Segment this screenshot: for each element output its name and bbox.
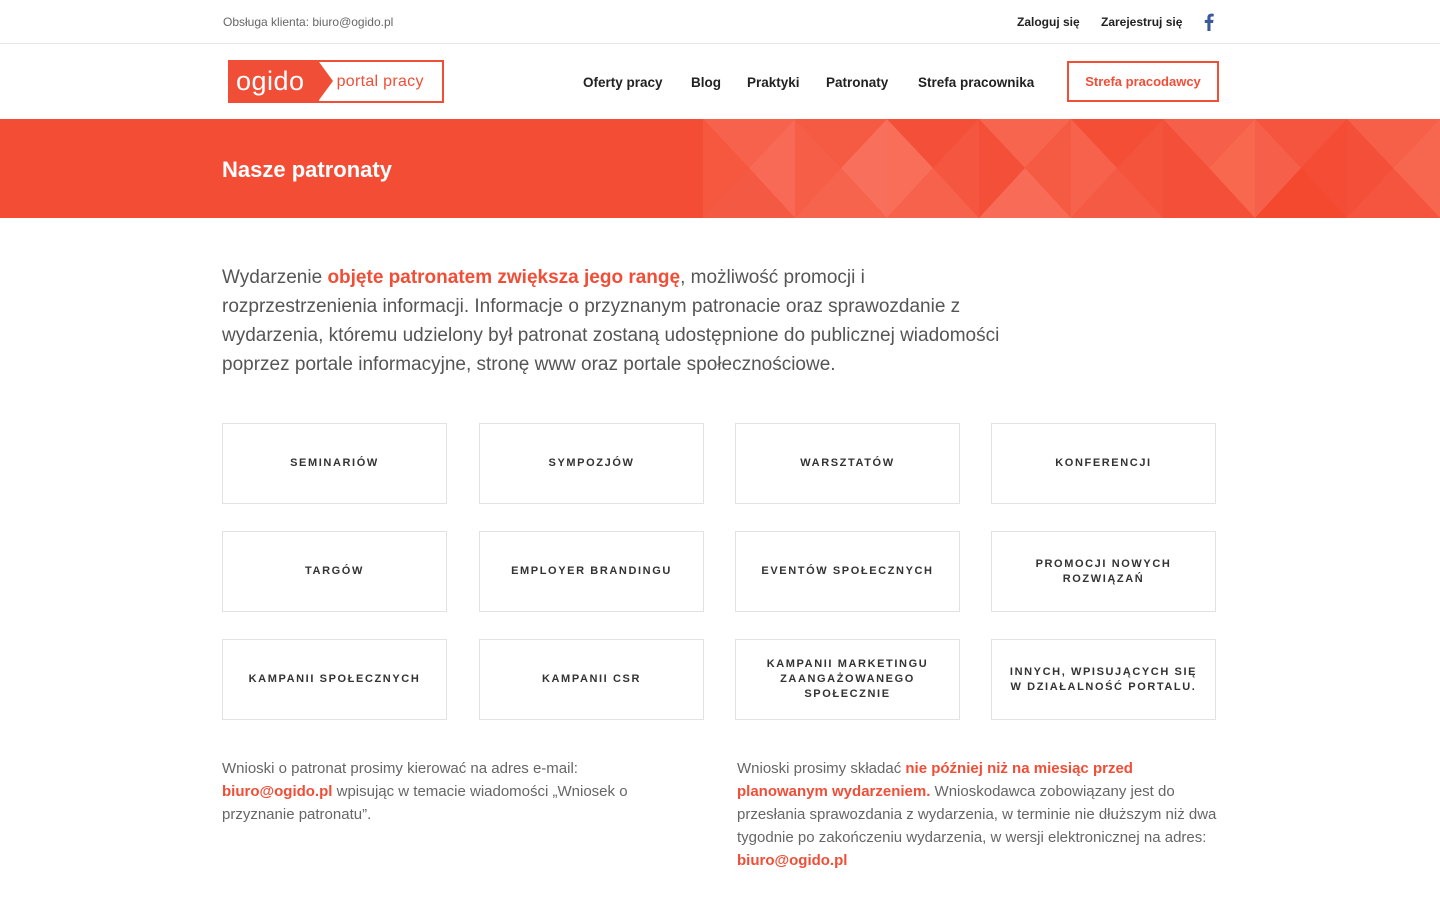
tile-social-events[interactable]: EVENTÓW SPOŁECZNYCH [735, 531, 960, 612]
tile-csr-campaigns[interactable]: KAMPANII CSR [479, 639, 704, 720]
tile-employer-branding[interactable]: EMPLOYER BRANDINGU [479, 531, 704, 612]
tile-workshops[interactable]: WARSZTATÓW [735, 423, 960, 504]
application-note-start: Wnioski o patronat prosimy kierować na adres e-mail: [222, 760, 578, 777]
logo-tagline: portal pracy [336, 72, 424, 90]
nav-blog[interactable]: Blog [691, 75, 721, 90]
tile-symposia[interactable]: SYMPOZJÓW [479, 423, 704, 504]
application-note [222, 757, 682, 826]
report-email-link[interactable]: biuro@ogido.pl [737, 852, 848, 869]
nav-job-offers[interactable]: Oferty pracy [583, 75, 663, 90]
page-banner [0, 119, 1440, 218]
deadline-note-body: Wnioskodawca zobowiązany jest do przesłania sprawozdania z wydarzenia, w terminie nie dłuższym niż dwa tygodnie po zakończeniu wydarzenia, w wersji elektronicznej na adres: [737, 783, 1217, 846]
nav-internships[interactable]: Praktyki [747, 75, 800, 90]
intro-text-start: Wydarzenie [222, 267, 328, 288]
main-header [0, 44, 1440, 119]
facebook-icon[interactable] [1203, 13, 1215, 31]
tile-conferences[interactable]: KONFERENCJI [991, 423, 1216, 504]
employer-zone-button[interactable]: Strefa pracodawcy [1067, 61, 1219, 102]
register-link[interactable]: Zarejestruj się [1101, 15, 1183, 29]
deadline-note-start: Wnioski prosimy składać [737, 760, 906, 777]
intro-text-rest: , możliwość promocji i rozprzestrzenienia informacji. Informacje o przyznanym patronacie oraz sprawozdanie z wydarzenia, któremu udzielony był patronat zostaną udostępnione do publicznej wiadomości poprzez portale informacyjne, stronę www oraz portale społecznościowe. [222, 267, 1000, 375]
tile-social-campaigns[interactable]: KAMPANII SPOŁECZNYCH [222, 639, 447, 720]
email-link[interactable]: biuro@ogido.pl [222, 783, 333, 800]
tile-other[interactable]: INNYCH, WPISUJĄCYCH SIĘ W DZIAŁALNOŚĆ PORTALU. [991, 639, 1216, 720]
nav-patronages[interactable]: Patronaty [826, 75, 889, 90]
logo-brand: ogido [230, 62, 319, 101]
page-title: Nasze patronaty [222, 157, 392, 182]
application-note-end: wpisując w temacie wiadomości „Wniosek o przyznanie patronatu”. [222, 783, 628, 823]
tile-seminars[interactable]: SEMINARIÓW [222, 423, 447, 504]
tile-cause-marketing[interactable]: KAMPANII MARKETINGU ZAANGAŻOWANEGO SPOŁECZNIE [735, 639, 960, 720]
customer-service-contact: Obsługa klienta: biuro@ogido.pl [223, 15, 394, 29]
site-logo[interactable] [228, 60, 444, 103]
tile-fairs[interactable]: TARGÓW [222, 531, 447, 612]
top-bar [0, 0, 1440, 44]
deadline-highlight: nie później niż na miesiąc przed planowanym wydarzeniem. [737, 760, 1133, 800]
intro-paragraph [222, 263, 1022, 379]
logo-arrow [319, 62, 333, 100]
deadline-note [737, 757, 1222, 872]
intro-highlight: objęte patronatem zwiększa jego rangę [327, 267, 681, 288]
tile-new-solutions[interactable]: PROMOCJI NOWYCH ROZWIĄZAŃ [991, 531, 1216, 612]
nav-employee-zone[interactable]: Strefa pracownika [918, 75, 1035, 90]
banner-triangle-pattern [703, 119, 1440, 218]
login-link[interactable]: Zaloguj się [1017, 15, 1080, 29]
